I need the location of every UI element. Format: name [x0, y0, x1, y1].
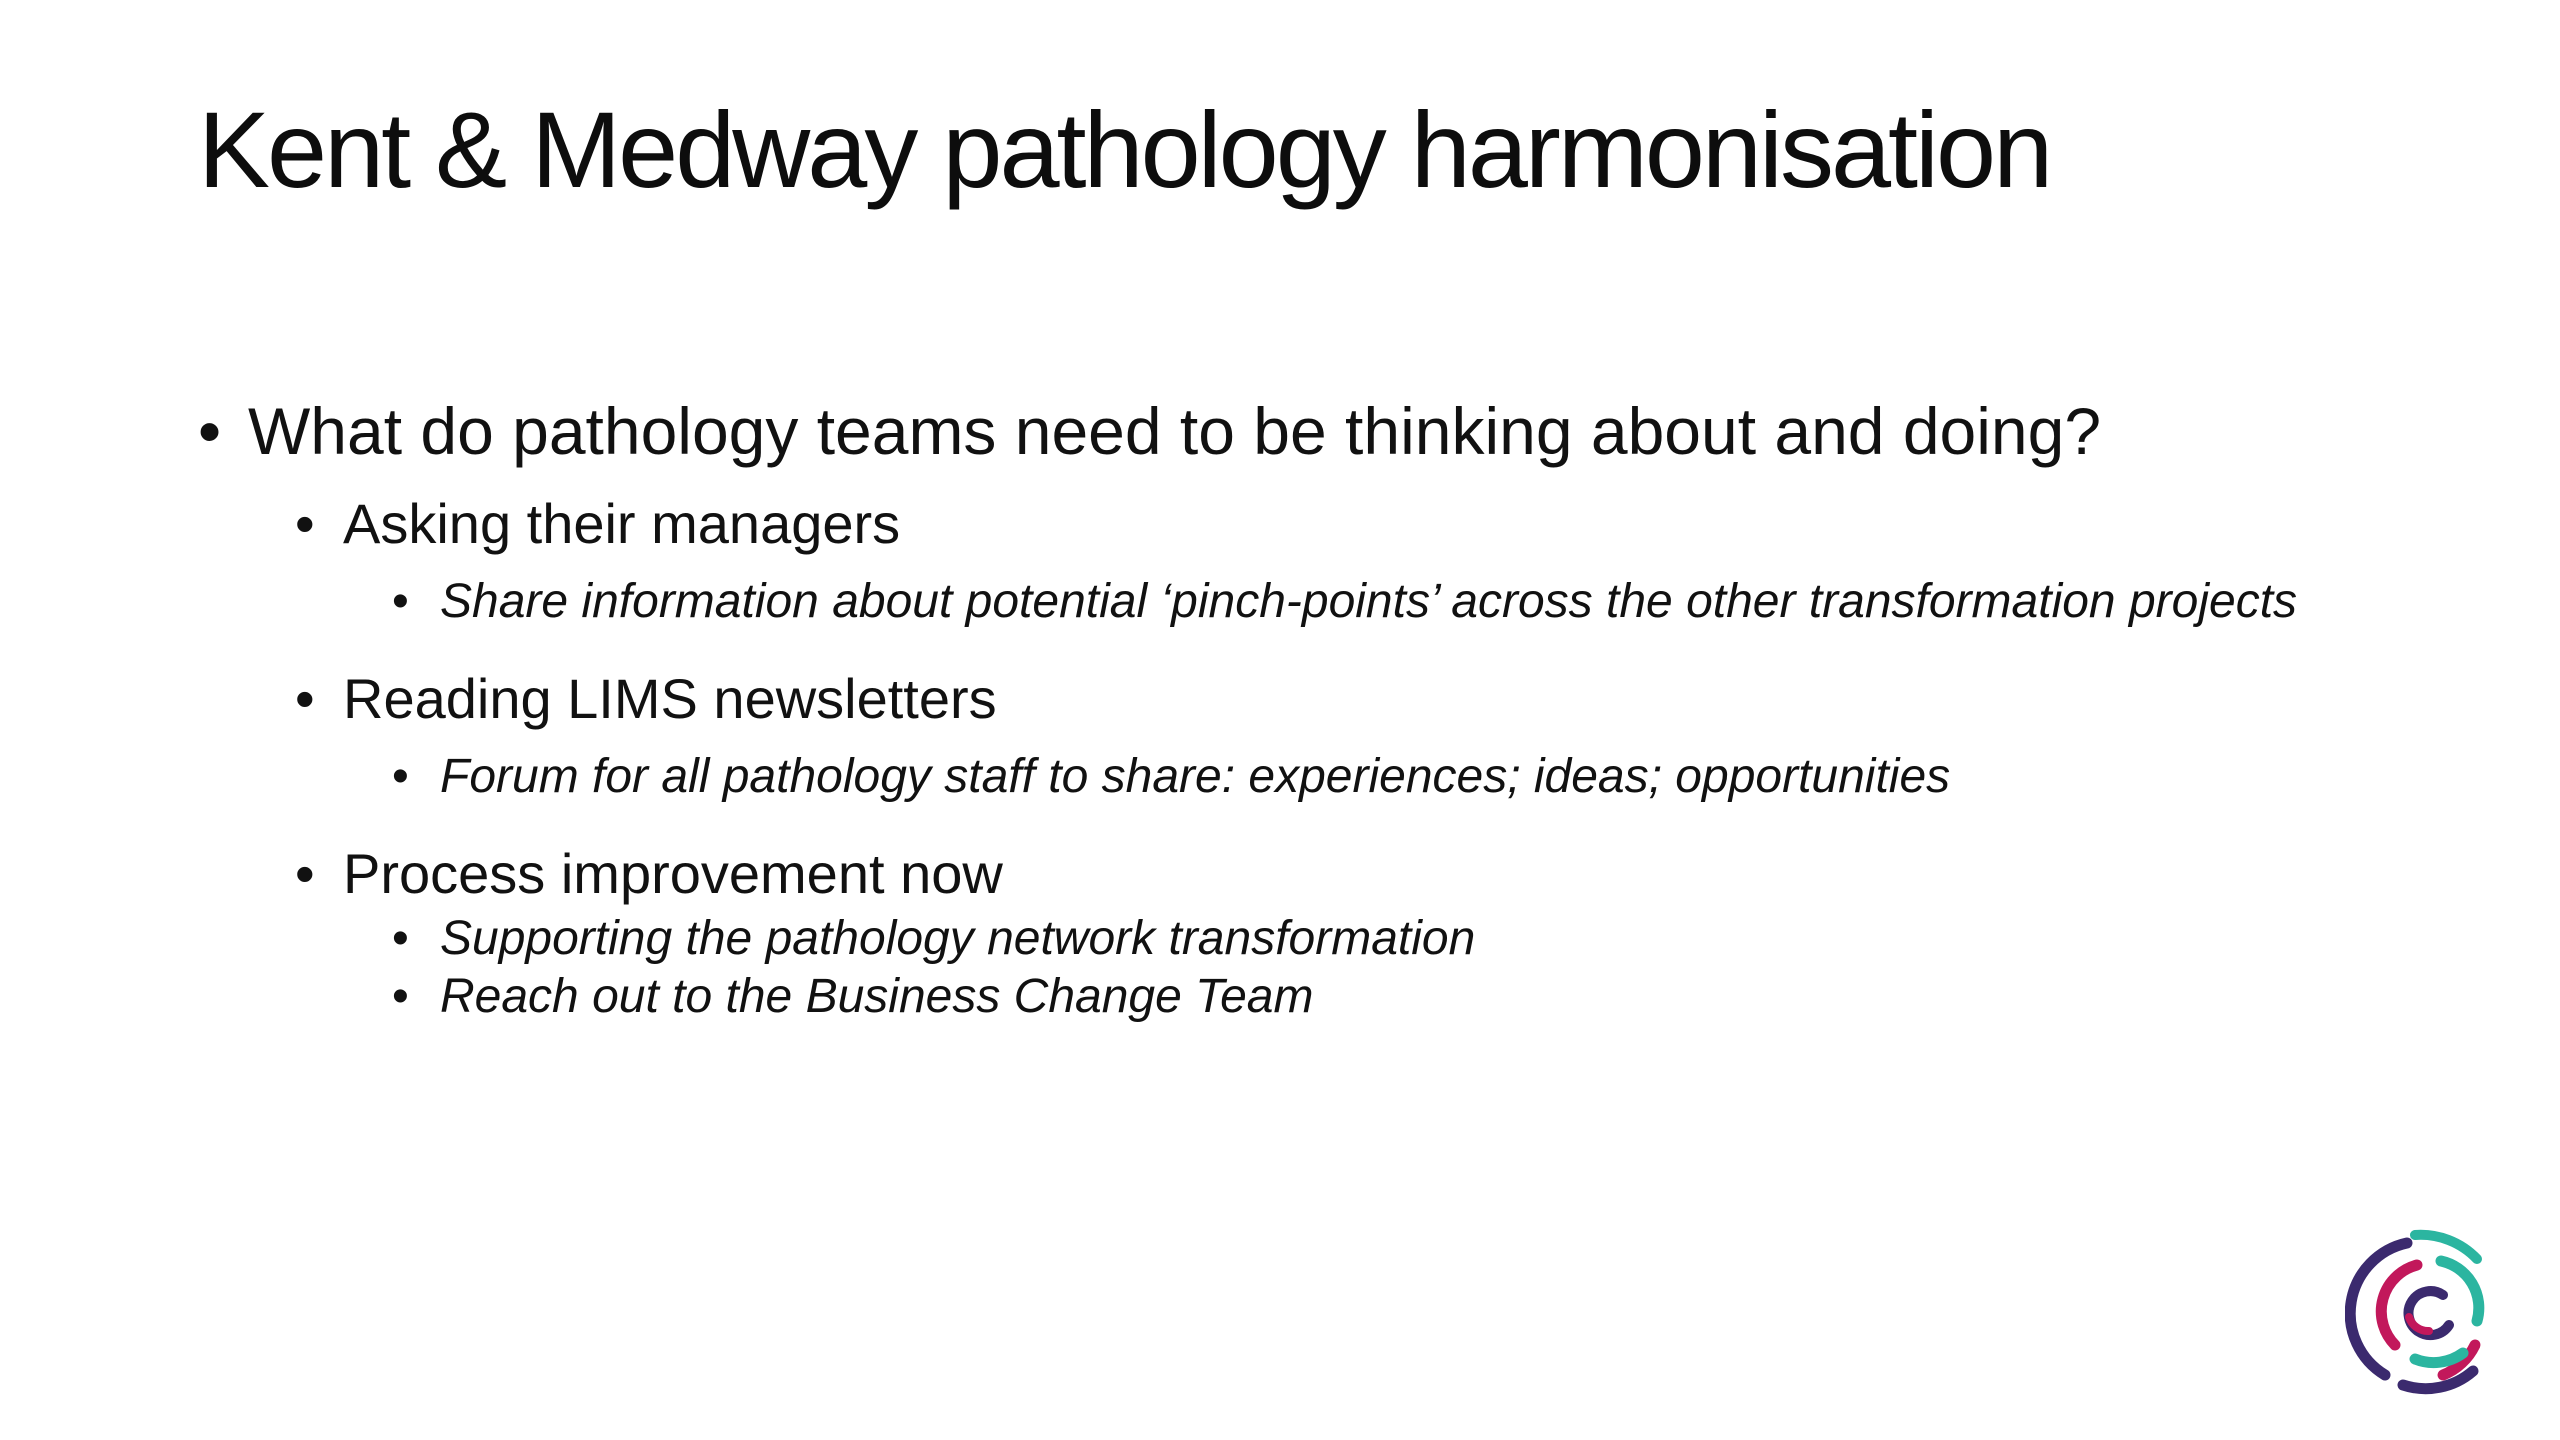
bullet-level2-lims-newsletters [295, 665, 997, 732]
bullet-dot: • [295, 492, 315, 555]
bullet-text: What do pathology teams need to be thinking about and doing? [248, 394, 2102, 468]
bullet-dot: • [295, 667, 315, 730]
slide-title: Kent & Medway pathology harmonisation [198, 89, 2051, 210]
bullet-level3-reach-out [392, 968, 1313, 1026]
bullet-dot: • [295, 842, 315, 905]
bullet-dot: • [392, 970, 409, 1023]
bullet-level3-supporting [392, 910, 1475, 968]
bullet-text: Share information about potential ‘pinch-points’ across the other transformation projects [440, 575, 2298, 628]
bullet-dot: • [392, 575, 409, 628]
bullet-level2-process-improvement [295, 840, 1003, 907]
circular-swirl-logo-icon [2345, 1225, 2515, 1395]
bullet-text: Process improvement now [343, 842, 1003, 905]
bullet-text: Supporting the pathology network transformation [440, 912, 1476, 965]
bullet-dot: • [198, 394, 222, 468]
bullet-level2-managers [295, 490, 900, 557]
bullet-text: Reach out to the Business Change Team [440, 970, 1314, 1023]
bullet-text: Reading LIMS newsletters [343, 667, 997, 730]
bullet-level3-forum [392, 748, 1950, 806]
bullet-level3-share-info [392, 573, 2297, 631]
bullet-text: Forum for all pathology staff to share: experiences; ideas; opportunities [440, 750, 1951, 803]
bullet-dot: • [392, 750, 409, 803]
bullet-dot: • [392, 912, 409, 965]
bullet-text: Asking their managers [343, 492, 901, 555]
bullet-level1-question [198, 392, 2101, 471]
